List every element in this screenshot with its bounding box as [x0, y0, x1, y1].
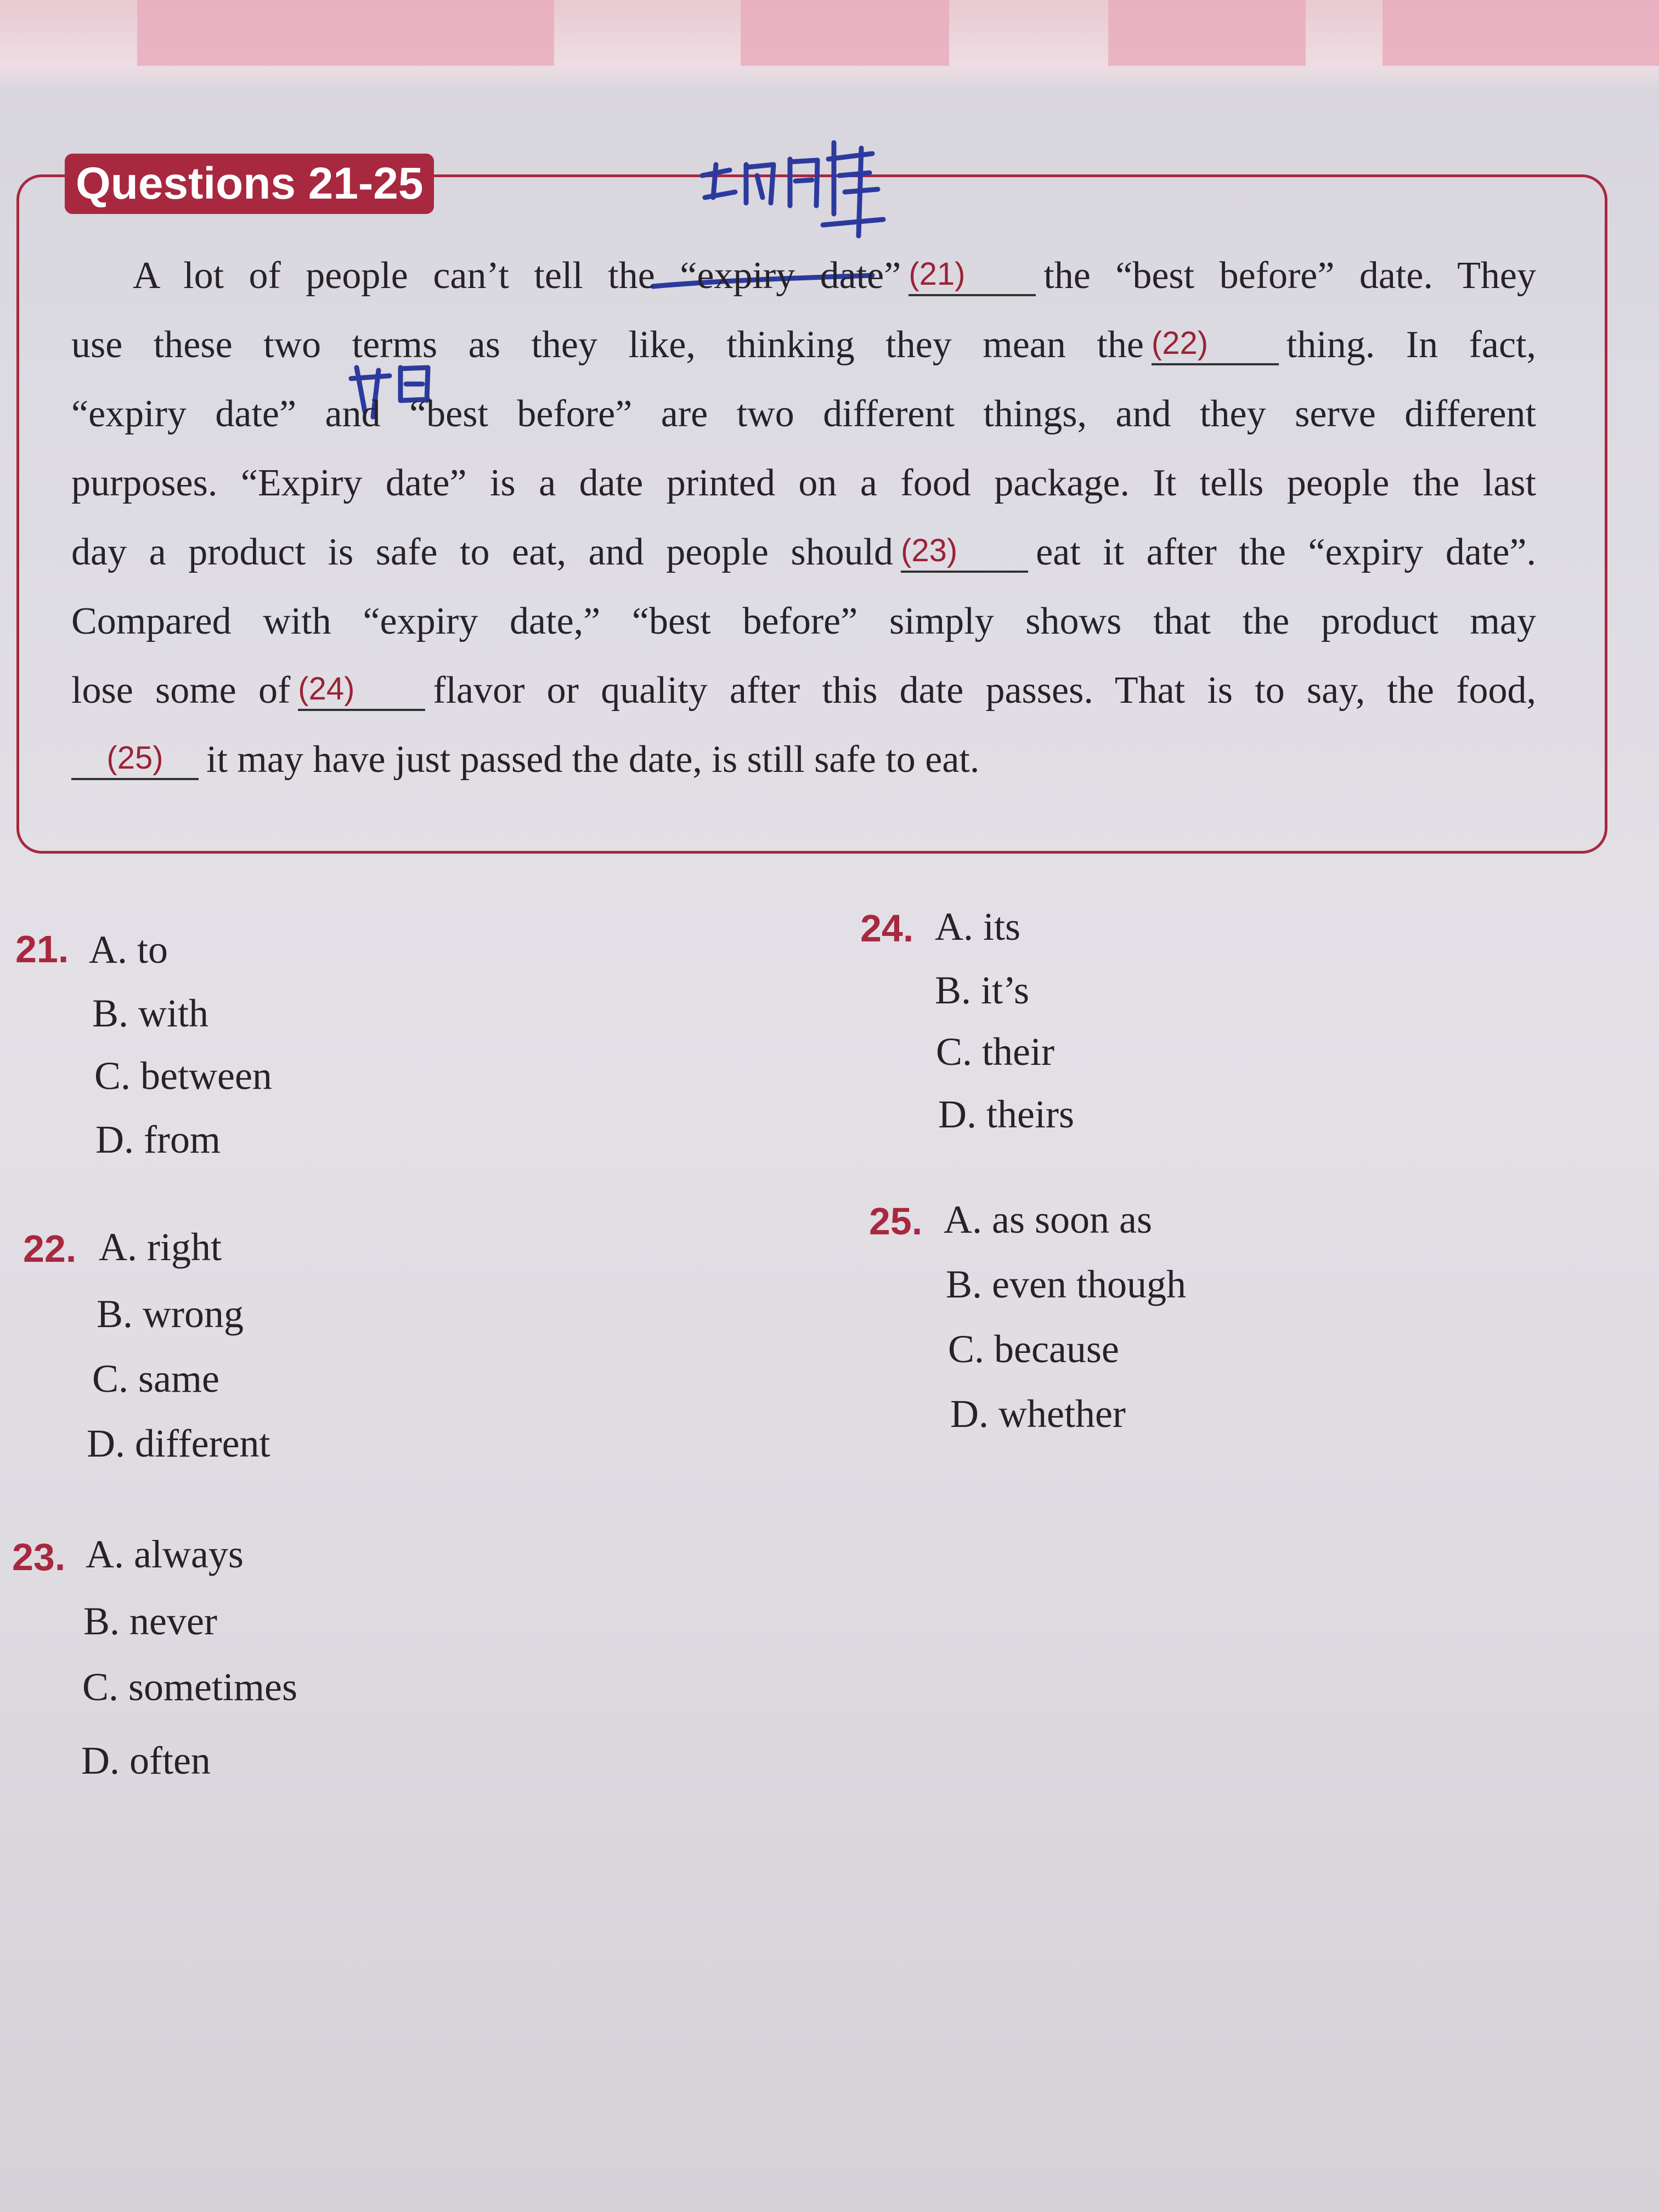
blank-25[interactable]: (25): [71, 738, 199, 780]
passage-text-span: the “best before” date. They: [1043, 255, 1536, 297]
passage-text-span: it may have just passed the date, is still safe to eat.: [206, 738, 980, 781]
passage-text-span: lose some of: [71, 669, 291, 712]
passage-text-span: purposes. “Expiry date” is a date printed on a food package. It tells people the last: [71, 462, 1536, 504]
option-c[interactable]: C. their: [936, 1030, 1054, 1074]
question-number: 21.: [15, 928, 69, 970]
option-b[interactable]: B. never: [83, 1599, 217, 1643]
option-d[interactable]: D. from: [95, 1118, 221, 1161]
option-d[interactable]: D. different: [87, 1421, 270, 1465]
question-number: 24.: [860, 907, 914, 950]
page-tab: [741, 0, 949, 66]
option-a[interactable]: A. always: [86, 1532, 244, 1576]
option-b[interactable]: B. wrong: [97, 1292, 244, 1336]
passage-line: [71, 518, 1536, 587]
page-tab: [1383, 0, 1659, 66]
passage-line: [71, 449, 1536, 518]
option-a[interactable]: A. its: [935, 905, 1021, 949]
passage-text-span: thing. In fact,: [1286, 324, 1537, 366]
blank-24[interactable]: (24): [298, 669, 425, 711]
question-23: [12, 1532, 451, 1798]
passage-line: [71, 241, 1536, 311]
question-22: [23, 1227, 462, 1479]
passage-line: [71, 725, 1536, 794]
passage-text-span: flavor or quality after this date passes. That is to say, the food,: [433, 669, 1536, 712]
blank-21[interactable]: (21): [909, 255, 1036, 296]
option-c[interactable]: C. sometimes: [82, 1665, 297, 1709]
page-tab: [1108, 0, 1306, 66]
option-d[interactable]: D. often: [81, 1739, 211, 1782]
passage-text-span: “expiry date” and “best before” are two different things, and they serve different: [71, 393, 1536, 435]
handwriting-mark: [697, 137, 894, 247]
page-tab: [137, 0, 554, 66]
passage-line: [71, 587, 1536, 656]
option-c[interactable]: C. because: [948, 1327, 1119, 1371]
passage-text-span: eat it after the “expiry date”.: [1036, 531, 1537, 573]
blank-23[interactable]: (23): [901, 531, 1028, 573]
question-number: 25.: [869, 1200, 923, 1243]
question-24: [860, 906, 1299, 1159]
option-c[interactable]: C. between: [94, 1054, 272, 1098]
passage-line: [71, 380, 1536, 449]
passage-line: [71, 311, 1536, 380]
option-d[interactable]: D. whether: [950, 1392, 1126, 1436]
option-a[interactable]: A. as soon as: [944, 1198, 1152, 1242]
option-d[interactable]: D. theirs: [938, 1092, 1074, 1136]
question-21: [15, 927, 454, 1180]
question-25: [869, 1199, 1308, 1452]
option-b[interactable]: B. with: [92, 991, 209, 1035]
passage-text-span: use these two terms as they like, thinking they mean the: [71, 324, 1144, 366]
option-a[interactable]: A. right: [99, 1225, 222, 1269]
option-c[interactable]: C. same: [92, 1357, 219, 1401]
question-number: 22.: [23, 1227, 77, 1270]
option-a[interactable]: A. to: [89, 928, 168, 972]
passage-text-span: Compared with “expiry date,” “best before” simply shows that the product may: [71, 600, 1536, 642]
passage-text-span: day a product is safe to eat, and people should: [71, 531, 894, 573]
blank-22[interactable]: (22): [1152, 324, 1279, 365]
section-title: Questions 21-25: [65, 154, 434, 214]
option-b[interactable]: B. it’s: [935, 968, 1030, 1012]
passage-line: [71, 656, 1536, 725]
option-b[interactable]: B. even though: [946, 1262, 1186, 1306]
passage-text: [71, 241, 1536, 794]
passage-text-span: A lot of people can’t tell the “expiry date”: [133, 255, 901, 297]
question-number: 23.: [12, 1536, 66, 1578]
